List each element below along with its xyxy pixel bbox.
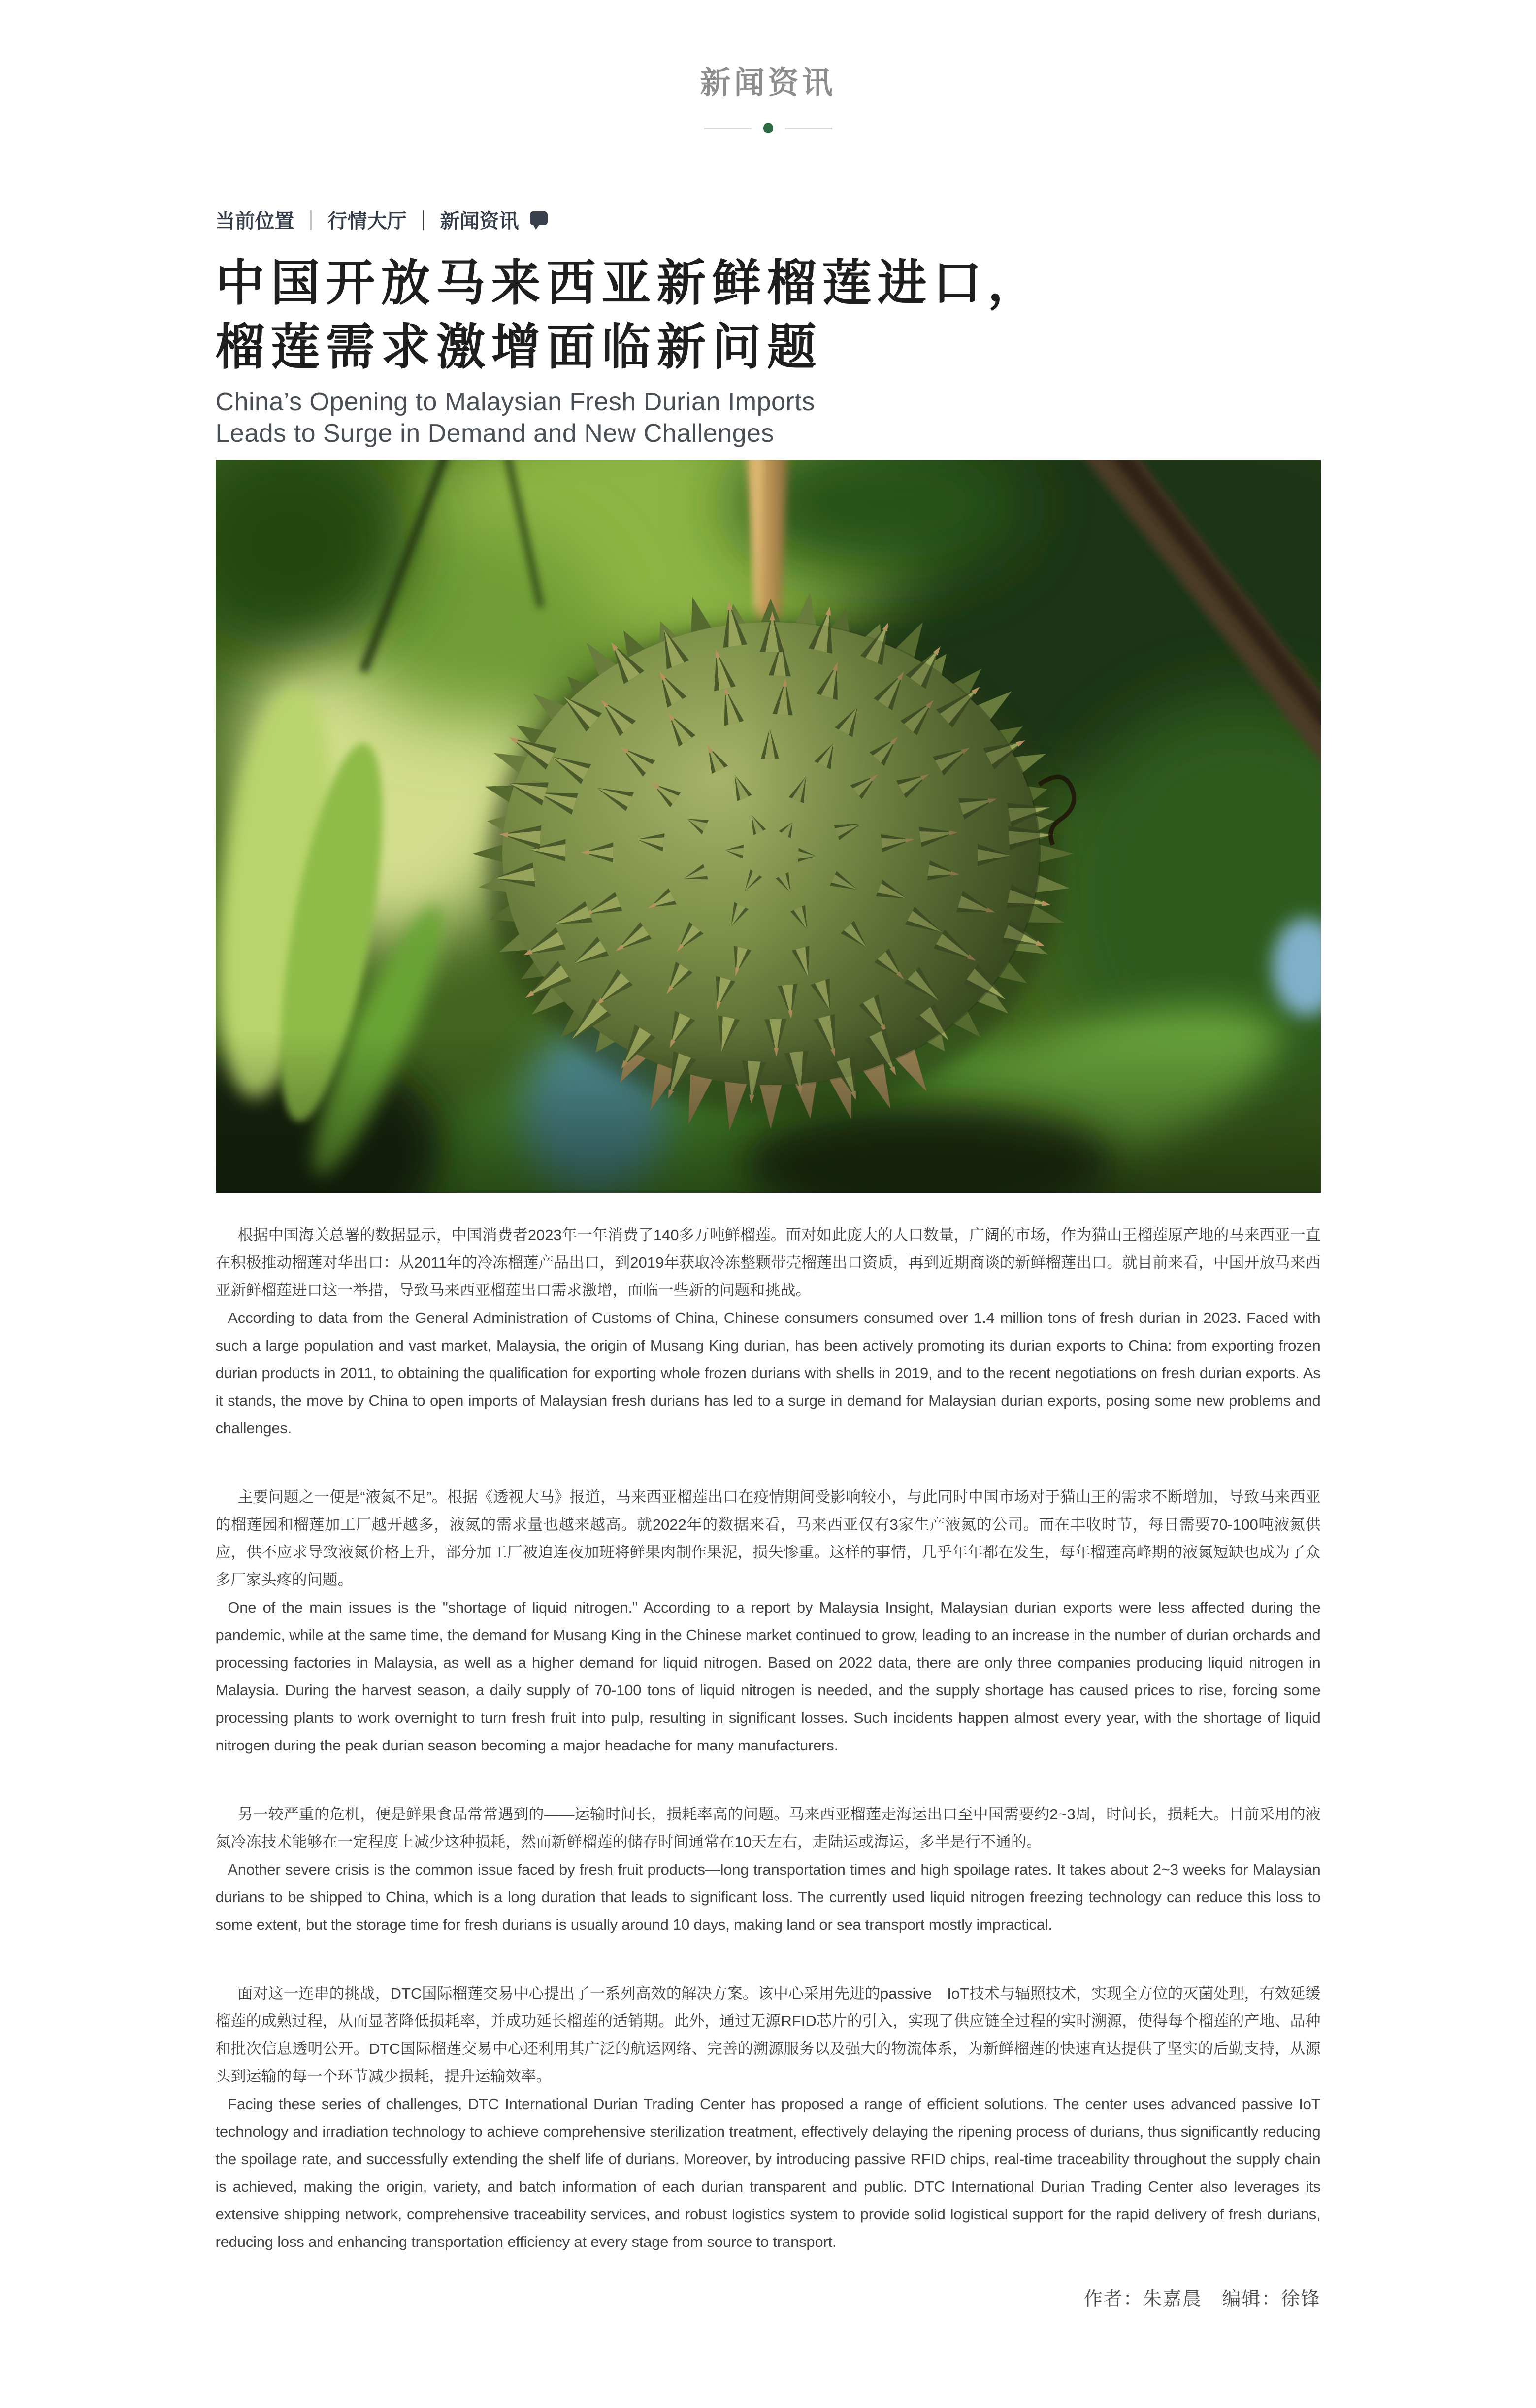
article-paragraph-cn: 面对这一连串的挑战，DTC国际榴莲交易中心提出了一系列高效的解决方案。该中心采用先进的passive IoT技术与辐照技术，实现全方位的灭菌处理，有效延缓榴莲的成熟过程，从而显著降低损耗率，并成功延长榴莲的适销期。此外，通过无源RFID芯片的引入，实现了供应链全过程的实时溯源，使得每个榴莲的产地、品种和批次信息透明公开。DTC国际榴莲交易中心还利用其广泛的航运网络、完善的溯源服务以及强大的物流体系，为新鲜榴莲的快速直达提供了坚实的后勤支持，从源头到运输的每一个环节减少损耗，提升运输效率。 bbox=[215, 1984, 1321, 2085]
durian-photo-svg bbox=[216, 460, 1321, 1193]
article-paragraph-cn: 主要问题之一便是“液氮不足”。根据《透视大马》报道，马来西亚榴莲出口在疫情期间受影响较小，与此同时中国市场对于猫山王的需求不断增加，导致马来西亚的榴莲园和榴莲加工厂越开越多，液氮的需求量也越来越高。就2022年的数据来看，马来西亚仅有3家生产液氮的公司。而在丰收时节，每日需要70-100吨液氮供应，供不应求导致液氮价格上升，部分加工厂被迫连夜加班将鲜果肉制作果泥，损失惨重。这样的事情，几乎年年都在发生，每年榴莲高峰期的液氮短缺也成为了众多厂家头疼的问题。 bbox=[215, 1488, 1321, 1588]
article-title-en bbox=[216, 386, 1321, 450]
article-paragraph-cn: 根据中国海关总署的数据显示，中国消费者2023年一年消费了140多万吨鲜榴莲。面对如此庞大的人口数量，广阔的市场，作为猫山王榴莲原产地的马来西亚一直在积极推动榴莲对华出口：从2011年的冷冻榴莲产品出口，到2019年获取冷冻整颗带壳榴莲出口资质，再到近期商谈的新鲜榴莲出口。就目前来看，中国开放马来西亚新鲜榴莲进口这一举措，导致马来西亚榴莲出口需求激增，面临一些新的问题和挑战。 bbox=[215, 1226, 1321, 1299]
divider-line-left bbox=[704, 128, 752, 129]
page-header bbox=[0, 0, 1536, 133]
article-paragraph-en: One of the main issues is the "shortage of liquid nitrogen." According to a report by Malaysia Insight, Malaysian durian exports were less affected during the pandemic, while at the same time, the demand for Musang King in the Chinese market continued to grow, leading to an increase in the number of durian orchards and processing factories in Malaysia, as well as a higher demand for liquid nitrogen. Based on 2022 data, there are only three companies producing liquid nitrogen in Malaysia. During the harvest season, a daily supply of 70-100 tons of liquid nitrogen is needed, and the supply shortage has caused prices to rise, forcing some processing plants to work overnight to turn fresh fruit into pulp, resulting in significant losses. Such incidents happen almost every year, with the shortage of liquid nitrogen during the peak durian season becoming a major headache for many manufacturers. bbox=[215, 1598, 1321, 1754]
speech-bubble-icon[interactable] bbox=[530, 211, 548, 225]
article-title-cn-line1: 中国开放马来西亚新鲜榴莲进口， bbox=[215, 256, 1043, 311]
article-title-en-line2: Leads to Surge in Demand and New Challenges bbox=[215, 419, 774, 448]
breadcrumb-market-hall[interactable]: 行情大厅 bbox=[327, 210, 407, 232]
article-photo bbox=[216, 460, 1321, 1193]
article-body bbox=[216, 1221, 1321, 2256]
paragraph-group bbox=[216, 1980, 1321, 2256]
header-divider bbox=[0, 123, 1536, 133]
article-paragraph-en: According to data from the General Administration of Customs of China, Chinese consumers consumed over 1.4 million tons of fresh durian in 2023. Faced with such a large population and vast market, Malaysia, the origin of Musang King durian, has been actively promoting its durian exports to China: from exporting frozen durian products in 2011, to obtaining the qualification for exporting whole frozen durians with shells in 2019, and to the recent negotiations on fresh durian exports. As it stands, the move by China to open imports of Malaysian fresh durians has led to a surge in demand for Malaysian durian exports, posing some new problems and challenges. bbox=[215, 1309, 1321, 1437]
breadcrumb bbox=[216, 205, 1321, 233]
paragraph-group bbox=[216, 1221, 1321, 1442]
photo-vignette bbox=[216, 1031, 1321, 1193]
breadcrumb-news[interactable]: 新闻资讯 bbox=[440, 210, 519, 232]
paragraph-group bbox=[216, 1801, 1321, 1939]
article-title-en-line1: China’s Opening to Malaysian Fresh Durian Imports bbox=[215, 388, 815, 416]
paragraph-group bbox=[216, 1484, 1321, 1759]
article-title-cn bbox=[216, 251, 1321, 379]
article-title-cn-line2: 榴莲需求激增面临新问题 bbox=[215, 320, 822, 375]
breadcrumb-separator: ｜ bbox=[301, 210, 321, 232]
article-paragraph-cn: 另一较严重的危机，便是鲜果食品常常遇到的——运输时间长，损耗率高的问题。马来西亚榴莲走海运出口至中国需要约2~3周，时间长，损耗大。目前采用的液氮冷冻技术能够在一定程度上减少这种损耗，然而新鲜榴莲的储存时间通常在10天左右，走陆运或海运，多半是行不通的。 bbox=[215, 1805, 1321, 1850]
article-column bbox=[216, 205, 1321, 2358]
breadcrumb-current-location[interactable]: 当前位置 bbox=[215, 210, 294, 232]
byline-editor: 编辑：徐锋 bbox=[1222, 2288, 1321, 2309]
breadcrumb-separator: ｜ bbox=[413, 210, 433, 232]
article-byline bbox=[216, 2283, 1321, 2358]
divider-line-right bbox=[785, 128, 832, 129]
article-paragraph-en: Another severe crisis is the common issue faced by fresh fruit products—long transportation times and high spoilage rates. It takes about 2~3 weeks for Malaysian durians to be shipped to China, which is a long duration that leads to significant loss. The currently used liquid nitrogen freezing technology can reduce this loss to some extent, but the storage time for fresh durians is usually around 10 days, making land or sea transport mostly impractical. bbox=[215, 1860, 1321, 1933]
article-paragraph-en: Facing these series of challenges, DTC International Durian Trading Center has proposed a range of efficient solutions. The center uses advanced passive IoT technology and irradiation technology to achieve comprehensive sterilization treatment, effectively delaying the ripening process of durians, thus significantly reducing the spoilage rate, and successfully extending the shelf life of durians. Moreover, by introducing passive RFID chips, real-time traceability throughout the supply chain is achieved, making the origin, variety, and batch information of each durian transparent and public. DTC International Durian Trading Center also leverages its extensive shipping network, comprehensive traceability services, and robust logistics system to provide solid logistical support for the rapid delivery of fresh durians, reducing loss and enhancing transportation efficiency at every stage from source to transport. bbox=[215, 2095, 1321, 2250]
byline-author: 作者：朱嘉晨 bbox=[1083, 2288, 1202, 2309]
page-title: 新闻资讯 bbox=[700, 66, 836, 100]
divider-green-dot bbox=[763, 123, 773, 133]
